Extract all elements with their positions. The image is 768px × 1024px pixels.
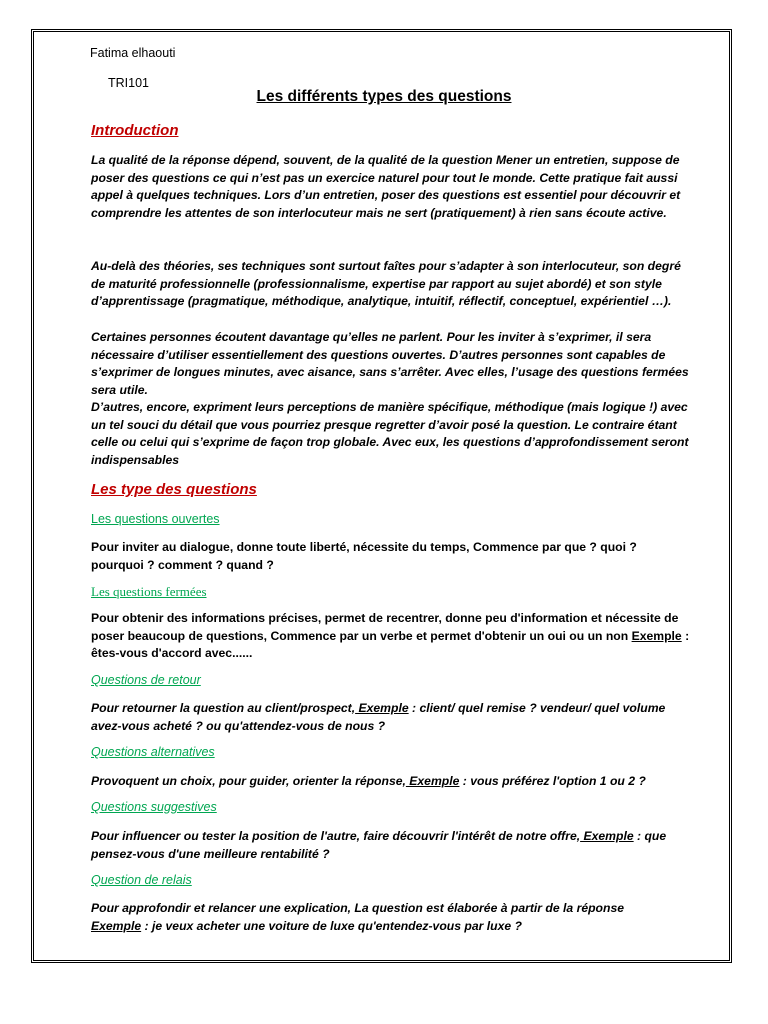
subheading-questions-retour: Questions de retour — [91, 673, 201, 687]
question-relais-text: Pour approfondir et relancer une explication, La question est élaborée à partir de la réponse Exemple : je veux acheter une voiture de luxe qu'entendez-vous par luxe ? — [91, 901, 625, 933]
introduction-paragraph-4: D’autres, encore, expriment leurs perceptions de manière spécifique, méthodique (mais logique !) avec un tel souci du détail que vous pourriez presque regretter d’avoir posé la question. Le contraire étant celle ou celui qui s’exprime de façon trop globale. Avec eux, les questions d’approfondissement seront indispensables — [91, 400, 689, 467]
types-heading: Les type des questions — [91, 481, 257, 498]
example-label: Exemple — [355, 701, 409, 715]
subheading-questions-alternatives: Questions alternatives — [91, 745, 215, 759]
document-title: Les différents types des questions — [256, 88, 512, 105]
questions-fermees-text: Pour obtenir des informations précises, permet de recentrer, donne peu d'information et nécessite de poser beaucoup de questions, Commence par un verbe et permet d'obtenir un oui ou un non Exemple : êtes-vous d'accord avec...... — [91, 611, 690, 661]
example-label: Exemple — [631, 628, 682, 643]
introduction-paragraph-1: La qualité de la réponse dépend, souvent, de la qualité de la question Mener un entretien, suppose de poser des questions ce qui n’est pas un exercice naturel pour tout le monde. Cette pratique fait aussi appel à quelques techniques. Lors d’un entretien, poser des questions est essentiel pour découvrir et comprendre les attentes de son interlocuteur mais ne sert (pratiquement) à rien sans écoute active. — [91, 153, 681, 220]
introduction-heading: Introduction — [91, 122, 179, 139]
subheading-question-relais: Question de relais — [91, 873, 192, 887]
example-label: Exemple — [405, 774, 460, 788]
subheading-questions-suggestives: Questions suggestives — [91, 800, 217, 814]
questions-ouvertes-text: Pour inviter au dialogue, donne toute liberté, nécessite du temps, Commence par que ? quoi ? pourquoi ? comment ? quand ? — [91, 540, 637, 572]
example-label: Exemple — [580, 829, 634, 843]
introduction-paragraph-3: Certaines personnes écoutent davantage qu’elles ne parlent. Pour les inviter à s’exprimer, il sera nécessaire d’utiliser essentiellement des questions ouvertes. D’autres personnes sont capables de s’exprimer de longues minutes, avec aisance, sans s’arrêter. Avec elles, l’usage des questions fermées sera utile. — [91, 330, 689, 397]
class-code: TRI101 — [108, 76, 149, 90]
subheading-questions-fermees: Les questions fermées — [91, 584, 207, 599]
questions-retour-text: Pour retourner la question au client/prospect, Exemple : client/ quel remise ? vendeur/ quel volume avez-vous acheté ? ou qu'attendez-vous de nous ? — [91, 701, 666, 733]
author-name: Fatima elhaouti — [90, 46, 176, 60]
questions-suggestives-text: Pour influencer ou tester la position de l'autre, faire découvrir l'intérêt de notre offre, Exemple : que pensez-vous d'une meilleure rentabilité ? — [91, 829, 667, 861]
introduction-paragraph-2: Au-delà des théories, ses techniques sont surtout faîtes pour s’adapter à son interlocuteur, son degré de maturité professionnelle (professionnalisme, expertise par rapport au sujet abordé) et son style d’apprentissage (pragmatique, méthodique, analytique, intuitif, réflectif, conceptuel, expérientiel …). — [91, 259, 681, 309]
questions-alternatives-text: Provoquent un choix, pour guider, orienter la réponse, Exemple : vous préférez l'option 1 ou 2 ? — [91, 774, 646, 788]
subheading-questions-ouvertes: Les questions ouvertes — [91, 512, 220, 526]
example-label: Exemple — [91, 918, 142, 933]
